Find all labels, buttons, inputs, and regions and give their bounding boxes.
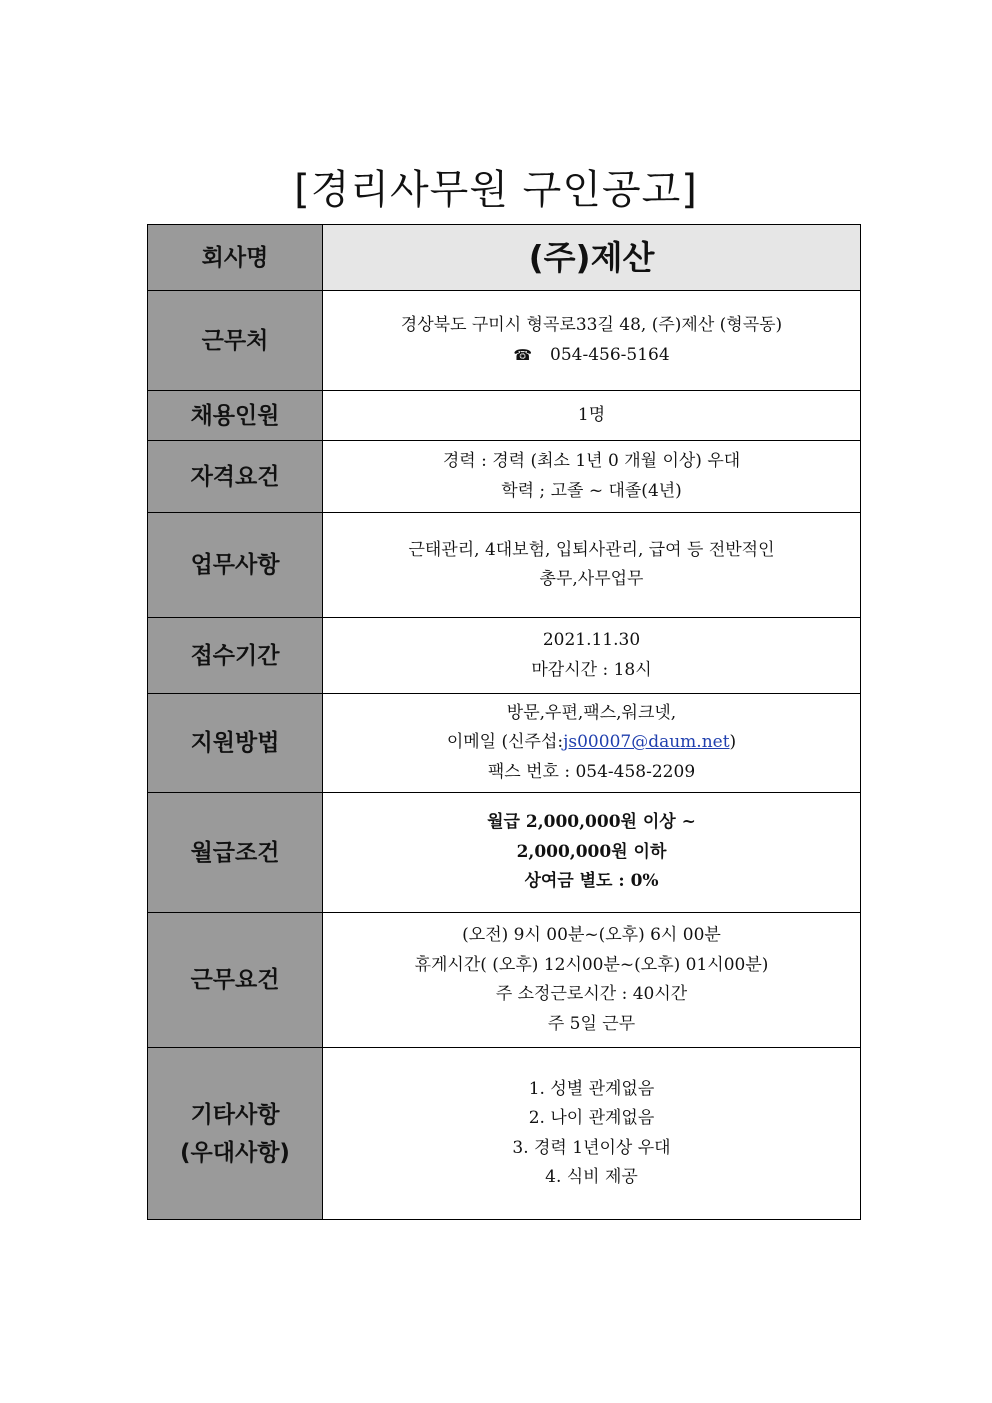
etc-line: 1. 성별 관계없음 — [528, 1078, 655, 1099]
qualification-line: 학력 ; 고졸 ~ 대졸(4년) — [501, 480, 682, 501]
qualification-label: 자격요건 — [148, 441, 323, 513]
page-title: [경리사무원 구인공고] — [294, 167, 698, 213]
apply-email-line — [323, 728, 860, 758]
table-row — [148, 513, 861, 618]
conditions-line: 휴게시간( (오후) 12시00분~(오후) 01시00분) — [414, 954, 769, 975]
apply-fax: 팩스 번호 : 054-458-2209 — [487, 761, 696, 782]
email-suffix: ) — [729, 732, 737, 753]
qualification-line: 경력 : 경력 (최소 1년 0 개월 이상) 우대 — [442, 451, 741, 471]
workplace-address: 경상북도 구미시 형곡로33길 48, (주)제산 (형곡동) — [400, 315, 783, 335]
period-line: 2021.11.30 — [542, 630, 641, 650]
salary-line: 2,000,000원 이하 — [516, 841, 667, 862]
salary-value — [323, 793, 861, 913]
conditions-line: (오전) 9시 00분~(오후) 6시 00분 — [462, 925, 721, 945]
period-line: 마감시간 : 18시 — [531, 659, 652, 680]
duties-label: 업무사항 — [148, 513, 323, 618]
duties-line: 총무,사무업무 — [539, 569, 644, 589]
table-row — [148, 694, 861, 793]
table-row — [148, 1048, 861, 1220]
email-link[interactable]: js00007@daum.net — [563, 732, 730, 753]
table-row — [148, 291, 861, 391]
etc-value — [323, 1048, 861, 1220]
company-name: (주)제산 — [323, 225, 861, 291]
table-row — [148, 913, 861, 1048]
duties-line: 근태관리, 4대보험, 입퇴사관리, 급여 등 전반적인 — [408, 539, 775, 560]
table-row — [148, 618, 861, 694]
salary-label: 월급조건 — [148, 793, 323, 913]
phone-icon: ☎ — [513, 345, 533, 364]
conditions-value — [323, 913, 861, 1048]
company-label: 회사명 — [148, 225, 323, 291]
etc-label-line: (우대사항) — [180, 1139, 290, 1166]
headcount-value: 1명 — [323, 391, 861, 441]
etc-label-line: 기타사항 — [190, 1101, 280, 1128]
headcount-label: 채용인원 — [148, 391, 323, 441]
table-row — [148, 391, 861, 441]
job-posting-table — [147, 224, 861, 1220]
etc-line: 2. 나이 관계없음 — [528, 1108, 655, 1128]
etc-label — [148, 1048, 323, 1220]
conditions-line: 주 5일 근무 — [547, 1013, 636, 1034]
workplace-label: 근무처 — [148, 291, 323, 391]
table-row — [148, 441, 861, 513]
workplace-value — [323, 291, 861, 391]
qualification-value — [323, 441, 861, 513]
conditions-line: 주 소정근로시간 : 40시간 — [495, 984, 688, 1004]
workplace-phone-line — [323, 341, 860, 371]
conditions-label: 근무요건 — [148, 913, 323, 1048]
apply-value — [323, 694, 861, 793]
apply-label: 지원방법 — [148, 694, 323, 793]
period-label: 접수기간 — [148, 618, 323, 694]
etc-line: 3. 경력 1년이상 우대 — [512, 1137, 671, 1158]
workplace-phone: 054-456-5164 — [550, 344, 670, 365]
salary-line: 월급 2,000,000원 이상 ~ — [487, 812, 696, 833]
etc-line: 4. 식비 제공 — [545, 1167, 638, 1187]
table-row — [148, 793, 861, 913]
email-prefix: 이메일 (신주섭: — [446, 732, 564, 753]
table-row — [148, 225, 861, 291]
apply-methods: 방문,우편,팩스,워크넷, — [506, 702, 677, 723]
period-value — [323, 618, 861, 694]
duties-value — [323, 513, 861, 618]
salary-line: 상여금 별도 : 0% — [524, 871, 659, 892]
